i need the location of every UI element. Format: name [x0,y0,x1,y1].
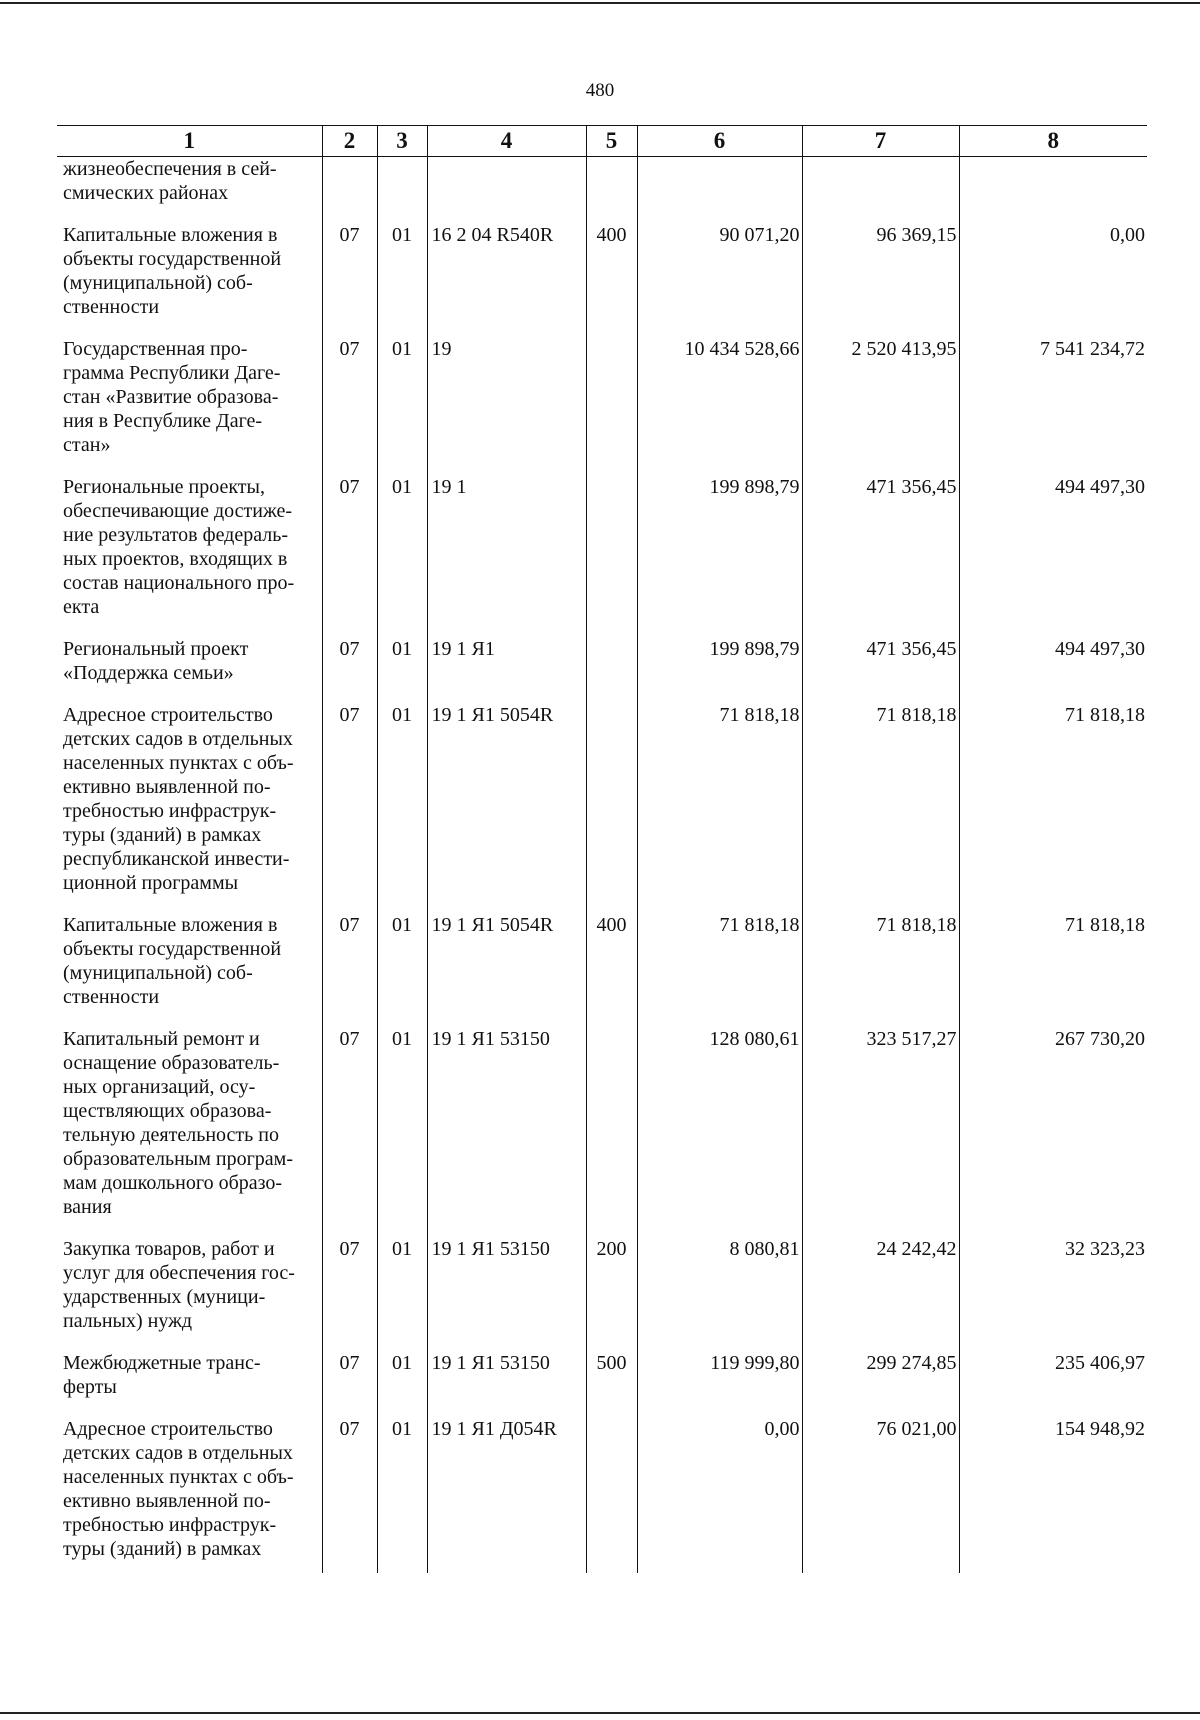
subsection-code: 01 [377,703,427,913]
table-row [57,1027,1147,1237]
target-article-code: 19 1 Я1 53150 [427,1351,586,1417]
expense-type-code: 500 [586,1351,637,1417]
amount-col-6: 10 434 528,66 [637,337,802,475]
row-name [57,1417,322,1573]
subsection-code [377,157,427,224]
amount-col-8: 71 818,18 [959,913,1147,1027]
expense-type-code [586,475,637,637]
amount-col-7: 24 242,42 [802,1237,959,1351]
section-code: 07 [322,223,377,337]
target-article-code [427,157,586,224]
amount-col-7: 96 369,15 [802,223,959,337]
amount-col-7: 299 274,85 [802,1351,959,1417]
section-code: 07 [322,475,377,637]
expense-type-code: 200 [586,1237,637,1351]
amount-col-7: 471 356,45 [802,475,959,637]
amount-col-7: 323 517,27 [802,1027,959,1237]
amount-col-6: 71 818,18 [637,913,802,1027]
section-code: 07 [322,1237,377,1351]
subsection-code: 01 [377,223,427,337]
table-row [57,223,1147,337]
amount-col-6: 8 080,81 [637,1237,802,1351]
target-article-code: 16 2 04 R540R [427,223,586,337]
expense-type-code [586,157,637,224]
expense-type-code [586,703,637,913]
target-article-code: 19 1 Я1 Д054R [427,1417,586,1573]
row-name-text: Адресное строительство детских садов в отдельных населенных пунктах с объ- ективно выявленной по- требностью инфраструк- туры (зданий) в рамках республиканской инвести- ционной программы [63,704,294,894]
column-header-8: 8 [959,126,1147,157]
section-code [322,157,377,224]
row-name [57,223,322,337]
expense-type-code: 400 [586,223,637,337]
amount-col-7: 76 021,00 [802,1417,959,1573]
column-header-7: 7 [802,126,959,157]
subsection-code: 01 [377,637,427,703]
section-code: 07 [322,1027,377,1237]
section-code: 07 [322,1417,377,1573]
target-article-code: 19 1 Я1 [427,637,586,703]
amount-col-8: 7 541 234,72 [959,337,1147,475]
target-article-code: 19 1 Я1 5054R [427,913,586,1027]
row-name [57,157,322,224]
column-header-1: 1 [57,126,322,157]
subsection-code: 01 [377,475,427,637]
row-name [57,1027,322,1237]
table-row [57,157,1147,224]
table-row [57,703,1147,913]
row-name-text: жизнеобеспечения в сей- смических районах [63,158,277,204]
row-name [57,913,322,1027]
amount-col-6: 128 080,61 [637,1027,802,1237]
target-article-code: 19 1 Я1 5054R [427,703,586,913]
table-row [57,337,1147,475]
amount-col-7: 71 818,18 [802,913,959,1027]
amount-col-7 [802,157,959,224]
bottom-edge-line [0,1712,1200,1714]
column-header-4: 4 [427,126,586,157]
table-row [57,913,1147,1027]
table-row [57,1417,1147,1573]
table-row [57,637,1147,703]
row-name-text: Региональные проекты, обеспечивающие достиже- ние результатов федераль- ных проектов, входящих в состав национального про- екта [63,476,295,618]
column-header-6: 6 [637,126,802,157]
amount-col-8: 0,00 [959,223,1147,337]
amount-col-8: 71 818,18 [959,703,1147,913]
subsection-code: 01 [377,1237,427,1351]
expense-type-code [586,637,637,703]
amount-col-8 [959,157,1147,224]
row-name-text: Региональный проект «Поддержка семьи» [63,638,249,684]
target-article-code: 19 1 [427,475,586,637]
amount-col-8: 494 497,30 [959,637,1147,703]
row-name [57,1237,322,1351]
row-name [57,1351,322,1417]
row-name-text: Закупка товаров, работ и услуг для обеспечения гос- ударственных (муници- пальных) нужд [63,1238,295,1332]
amount-col-8: 32 323,23 [959,1237,1147,1351]
amount-col-6: 71 818,18 [637,703,802,913]
amount-col-6: 90 071,20 [637,223,802,337]
amount-col-7: 2 520 413,95 [802,337,959,475]
amount-col-6 [637,157,802,224]
row-name-text: Государственная про- грамма Республики Даге- стан «Развитие образова- ния в Республике Даге- стан» [63,338,281,456]
row-name [57,637,322,703]
expense-type-code [586,1027,637,1237]
amount-col-7: 471 356,45 [802,637,959,703]
amount-col-8: 267 730,20 [959,1027,1147,1237]
row-name-text: Межбюджетные транс- ферты [63,1352,261,1398]
row-name-text: Адресное строительство детских садов в отдельных населенных пунктах с объ- ективно выявленной по- требностью инфраструк- туры (зданий) в рамках [63,1418,294,1560]
section-code: 07 [322,337,377,475]
amount-col-8: 154 948,92 [959,1417,1147,1573]
target-article-code: 19 1 Я1 53150 [427,1027,586,1237]
expense-type-code [586,337,637,475]
expense-type-code: 400 [586,913,637,1027]
amount-col-7: 71 818,18 [802,703,959,913]
amount-col-6: 119 999,80 [637,1351,802,1417]
row-name-text: Капитальный ремонт и оснащение образователь- ных организаций, осу- ществляющих образова- тельную деятельность по образовательным програм- мам дошкольного образо- вания [63,1028,293,1218]
row-name [57,337,322,475]
top-edge-line [0,2,1200,4]
subsection-code: 01 [377,1027,427,1237]
section-code: 07 [322,913,377,1027]
section-code: 07 [322,637,377,703]
amount-col-8: 235 406,97 [959,1351,1147,1417]
subsection-code: 01 [377,1417,427,1573]
subsection-code: 01 [377,337,427,475]
target-article-code: 19 1 Я1 53150 [427,1237,586,1351]
amount-col-6: 0,00 [637,1417,802,1573]
budget-table [57,125,1147,1573]
row-name [57,703,322,913]
header-row [57,126,1147,157]
subsection-code: 01 [377,1351,427,1417]
page-number: 480 [585,80,615,101]
amount-col-6: 199 898,79 [637,637,802,703]
row-name-text: Капитальные вложения в объекты государственной (муниципальной) соб- ственности [63,914,282,1008]
column-header-2: 2 [322,126,377,157]
column-header-3: 3 [377,126,427,157]
row-name [57,475,322,637]
amount-col-6: 199 898,79 [637,475,802,637]
section-code: 07 [322,703,377,913]
row-name-text: Капитальные вложения в объекты государственной (муниципальной) соб- ственности [63,224,282,318]
table-row [57,475,1147,637]
table-row [57,1351,1147,1417]
expense-type-code [586,1417,637,1573]
table-row [57,1237,1147,1351]
column-header-5: 5 [586,126,637,157]
section-code: 07 [322,1351,377,1417]
amount-col-8: 494 497,30 [959,475,1147,637]
target-article-code: 19 [427,337,586,475]
subsection-code: 01 [377,913,427,1027]
